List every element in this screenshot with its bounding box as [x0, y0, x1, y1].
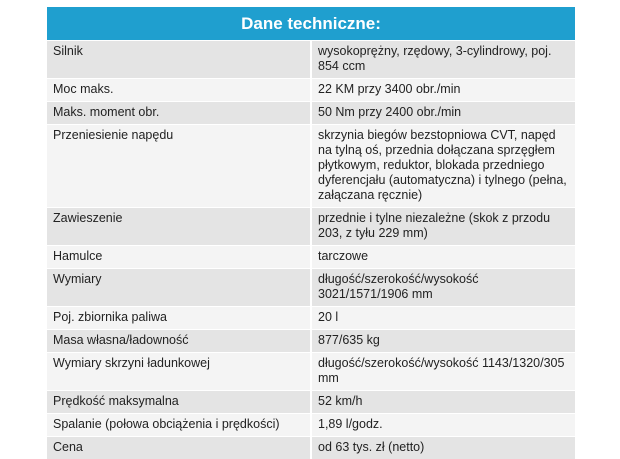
row-value: długość/szerokość/wysokość 3021/1571/1906 mm: [311, 269, 575, 307]
row-value: 1,89 l/godz.: [311, 414, 575, 437]
row-label: Maks. moment obr.: [47, 102, 311, 125]
row-label: Wymiary: [47, 269, 311, 307]
table-row: [47, 125, 575, 208]
table-row: [47, 391, 575, 414]
table-row: [47, 208, 575, 246]
table-row: [47, 437, 575, 459]
row-label: Przeniesienie napędu: [47, 125, 311, 208]
row-value: 22 KM przy 3400 obr./min: [311, 79, 575, 102]
row-value: 20 l: [311, 307, 575, 330]
table-title: Dane techniczne:: [47, 7, 575, 41]
table-row: [47, 307, 575, 330]
table-row: [47, 330, 575, 353]
row-value: 50 Nm przy 2400 obr./min: [311, 102, 575, 125]
table-row: [47, 414, 575, 437]
row-value: przednie i tylne niezależne (skok z przodu 203, z tyłu 229 mm): [311, 208, 575, 246]
row-value: 52 km/h: [311, 391, 575, 414]
row-value: od 63 tys. zł (netto): [311, 437, 575, 459]
row-value: wysokoprężny, rzędowy, 3-cylindrowy, poj. 854 ccm: [311, 41, 575, 79]
table-row: [47, 353, 575, 391]
row-label: Hamulce: [47, 246, 311, 269]
table-row: [47, 41, 575, 79]
row-label: Wymiary skrzyni ładunkowej: [47, 353, 311, 391]
row-value: tarczowe: [311, 246, 575, 269]
spec-table: [47, 7, 575, 459]
row-label: Poj. zbiornika paliwa: [47, 307, 311, 330]
row-label: Masa własna/ładowność: [47, 330, 311, 353]
row-value: 877/635 kg: [311, 330, 575, 353]
row-label: Prędkość maksymalna: [47, 391, 311, 414]
table-row: [47, 246, 575, 269]
row-label: Moc maks.: [47, 79, 311, 102]
table-row: [47, 79, 575, 102]
row-label: Zawieszenie: [47, 208, 311, 246]
row-value: skrzynia biegów bezstopniowa CVT, napęd na tylną oś, przednia dołączana sprzęgłem płytkowym, reduktor, blokada przedniego dyferencjału (automatyczna) i tylnego (pełna, załączana ręcznie): [311, 125, 575, 208]
table-row: [47, 269, 575, 307]
table-row: [47, 102, 575, 125]
row-value: długość/szerokość/wysokość 1143/1320/305 mm: [311, 353, 575, 391]
row-label: Silnik: [47, 41, 311, 79]
row-label: Spalanie (połowa obciążenia i prędkości): [47, 414, 311, 437]
row-label: Cena: [47, 437, 311, 459]
